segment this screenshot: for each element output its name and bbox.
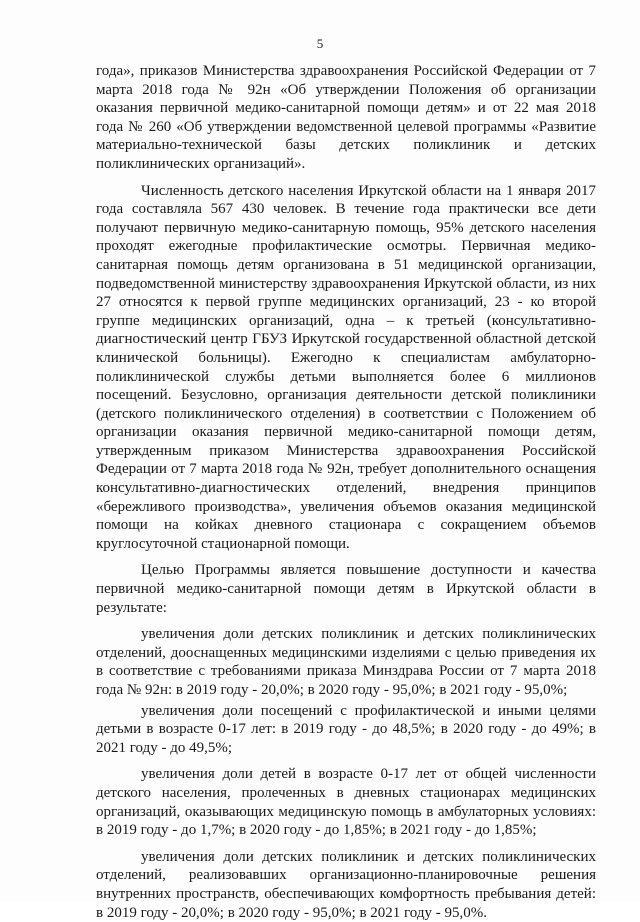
goal-item-planning: увеличения доли детских поликлиник и детских поликлинических отделений, реализовавших организационно-планировочные решения внутренних пространств, обеспечивающих комфортность пребывания детей: в 2019 году - 20,0%; в 2020 году - 95,0%; в 2021 году - 95,0%. <box>96 848 596 921</box>
goal-item-visits: увеличения доли посещений с профилактической и иными целями детьми в возрасте 0-17 лет: в 2019 году - до 48,5%; в 2020 году - до 49%; в 2021 году - до 49,5%; <box>96 702 596 756</box>
goal-item-day-hospital: увеличения доли детей в возрасте 0-17 лет от общей численности детского населения, пролеченных в дневных стационарах медицинских организаций, оказывающих медицинскую помощь в амбулаторных условиях: в 2019 году - до 1,7%; в 2020 году - до 1,85%; в 2021 году - до 1,85%; <box>96 766 596 839</box>
paragraph-program-goal: Целью Программы является повышение доступности и качества первичной медико-санитарной помощи детям в Иркутской области в результате: <box>96 562 596 616</box>
paragraph-population: Численность детского населения Иркутской области на 1 января 2017 года составляла 567 430 человек. В течение года практически все дети получают первичную медико-санитарную помощь, 95% детского населения проходят ежегодные профилактические осмотры. Первичная медико-санитарная помощь детям организована в 51 медицинской организации, подведомственной министерству здравоохранения Иркутской области, из них 27 относятся к первой группе медицинских организаций, 23 - ко второй группе медицинских организаций, одна – к третьей (консультативно-диагностический центр ГБУЗ Иркутской государственной областной детской клинической больницы). Ежегодно к специалистам амбулаторно-поликлинической службы детьми выполняется более 6 миллионов посещений. Безусловно, организация деятельности детской поликлиники (детского поликлинического отделения) в соответствии с Положением об организации оказания первичной медико-санитарной помощи детям, утвержденным приказом Министерства здравоохранения Российской Федерации от 7 марта 2018 года № 92н, требует дополнительного оснащения консультативно-диагностических отделений, внедрения принципов «бережливого производства», увеличения объемов оказания медицинской помощи на койках дневного стационара с сокращением объемов круглосуточной стационарной помощи. <box>96 182 596 552</box>
paragraph-continuation: года», приказов Министерства здравоохранения Российской Федерации от 7 марта 2018 года № 92н «Об утверждении Положения об организации оказания первичной медико-санитарной помощи детям» и от 22 мая 2018 года № 260 «Об утверждении ведомственной целевой программы «Развитие материально-технической базы детских поликлиник и детских поликлинических организаций». <box>96 63 596 172</box>
goal-item-equipment: увеличения доли детских поликлиник и детских поликлинических отделений, дооснащенных медицинскими изделиями с целью приведения их в соответствие с требованиями приказа Минздрава России от 7 марта 2018 года № 92н: в 2019 году - 20,0%; в 2020 году - 95,0%; в 2021 году - 95,0%; <box>96 626 596 698</box>
document-body <box>96 62 596 922</box>
page-number: 5 <box>316 36 324 51</box>
